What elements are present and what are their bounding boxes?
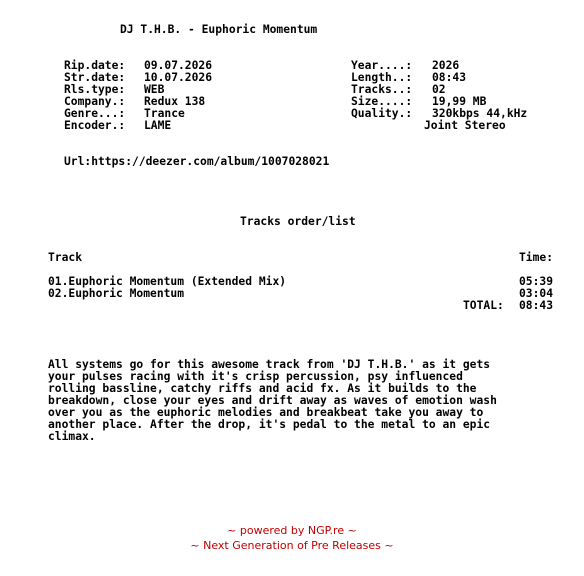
info-value: Joint Stereo [424,119,506,132]
release-title: DJ T.H.B. - Euphoric Momentum [120,23,318,36]
total-time: 08:43 [519,299,554,312]
info-key: Length..: [351,71,413,84]
info-value: 320kbps 44,kHz [432,107,528,120]
info-value: 19,99 MB [432,95,487,108]
description-line: another place. After the drop, it's pedal to the metal to an epic [48,418,491,431]
info-key: Tracks..: [351,83,413,96]
info-value: Trance [144,107,185,120]
info-value: 10.07.2026 [144,71,213,84]
info-value: WEB [144,83,165,96]
description [48,359,497,443]
info-key: Size....: [351,95,413,108]
info-key: Year....: [351,59,413,72]
total-row [48,299,559,311]
info-value: 2026 [432,59,460,72]
track-name: 02.Euphoric Momentum [48,287,185,300]
info-value: 09.07.2026 [144,59,213,72]
description-line: over you as the euphoric melodies and breakbeat take you away to [48,406,484,419]
info-key: Company.: [64,95,126,108]
tracks-heading: Tracks order/list [240,215,356,228]
footer-tagline: ~ Next Generation of Pre Releases ~ [190,539,394,552]
info-row [64,119,564,131]
info-key: Encoder.: [64,119,126,132]
info-row [64,107,564,119]
info-key: Rip.date: [64,59,126,72]
track-row [48,287,559,299]
info-row [64,95,564,107]
track-time: 05:39 [519,275,554,288]
info-value: LAME [144,119,172,132]
description-line: breakdown, close your eyes and drift away as waves of emotion wash [48,394,497,407]
info-value: 08:43 [432,71,467,84]
time-column-header: Time: [519,251,554,264]
description-line: All systems go for this awesome track from 'DJ T.H.B.' as it gets [48,358,491,371]
info-key: Str.date: [64,71,126,84]
info-value: Redux 138 [144,95,206,108]
info-key: Genre...: [64,107,126,120]
info-key: Rls.type: [64,83,126,96]
total-label: TOTAL: [463,299,504,312]
description-line: climax. [48,430,96,443]
info-row [64,59,564,71]
description-line: your pulses racing with it's crisp percussion, psy influenced [48,370,463,383]
track-row [48,275,559,287]
track-name: 01.Euphoric Momentum (Extended Mix) [48,275,287,288]
track-time: 03:04 [519,287,554,300]
album-url: Url:https://deezer.com/album/1007028021 [64,155,330,168]
release-info [64,59,564,131]
info-value: 02 [432,83,446,96]
info-key: Quality.: [351,107,413,120]
footer-powered-by: ~ powered by NGP.re ~ [227,524,357,537]
description-line: rolling bassline, catchy riffs and acid fx. As it builds to the [48,382,477,395]
info-row [64,83,564,95]
track-column-header: Track [48,251,83,264]
info-row [64,71,564,83]
